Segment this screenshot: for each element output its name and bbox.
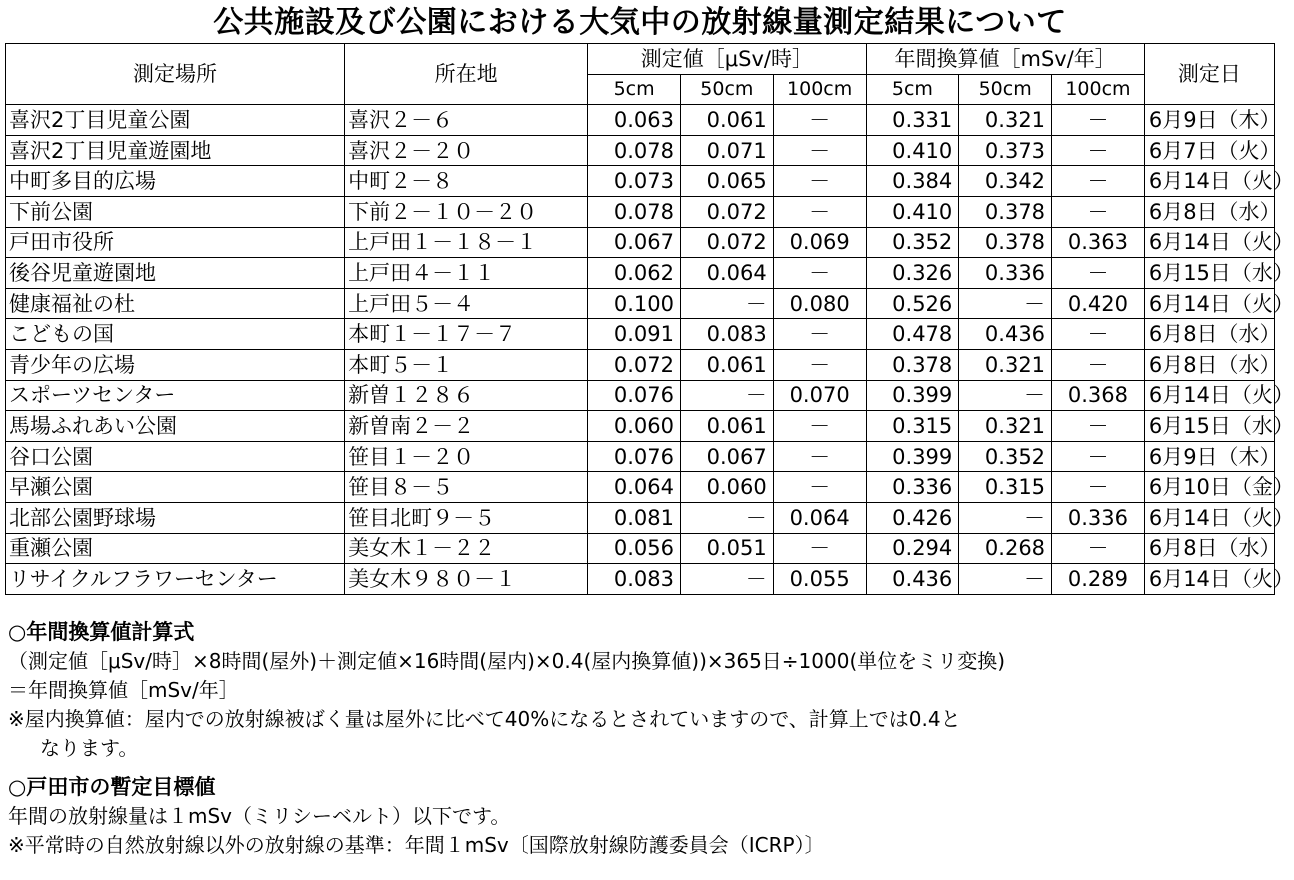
cell-measured-50cm: 0.072 xyxy=(680,227,773,258)
cell-measured-5cm: 0.073 xyxy=(588,166,681,197)
cell-annual-50cm: 0.378 xyxy=(959,227,1052,258)
cell-measured-100cm: － xyxy=(773,411,866,442)
table-body xyxy=(6,105,1294,595)
cell-measured-50cm: 0.061 xyxy=(680,349,773,380)
cell-measured-5cm: 0.056 xyxy=(588,533,681,564)
cell-location: 馬場ふれあい公園 xyxy=(6,411,345,442)
formula-result-line: ＝年間換算値［mSv/年］ xyxy=(8,678,239,702)
cell-measured-50cm: 0.071 xyxy=(680,135,773,166)
subheader-measured-5cm: 5cm xyxy=(588,74,681,105)
cell-measured-100cm: － xyxy=(773,135,866,166)
cell-date: 6月15日（水） xyxy=(1144,258,1274,289)
page-title: 公共施設及び公園における大気中の放射線量測定結果について xyxy=(213,5,1067,40)
cell-measured-5cm: 0.083 xyxy=(588,564,681,595)
cell-measured-50cm: 0.072 xyxy=(680,196,773,227)
cell-measured-5cm: 0.072 xyxy=(588,349,681,380)
cell-annual-5cm: 0.526 xyxy=(866,288,959,319)
cell-measured-50cm: 0.083 xyxy=(680,319,773,350)
cell-address: 中町２－８ xyxy=(345,166,588,197)
cell-date: 6月14日（火） xyxy=(1144,227,1274,258)
cell-annual-100cm: － xyxy=(1052,196,1145,227)
cell-measured-50cm: 0.065 xyxy=(680,166,773,197)
cell-date: 6月9日（木） xyxy=(1144,441,1274,472)
table-row xyxy=(6,166,1275,197)
table-row xyxy=(6,564,1275,595)
cell-measured-50cm: 0.051 xyxy=(680,533,773,564)
cell-annual-50cm: 0.315 xyxy=(959,472,1052,503)
cell-address: 笹目北町９－５ xyxy=(345,502,588,533)
cell-location: 下前公園 xyxy=(6,196,345,227)
target-standard-note: ※平常時の自然放射線以外の放射線の基準：年間１mSv〔国際放射線防護委員会（ICRP）〕 xyxy=(8,833,825,857)
table-row xyxy=(6,105,1275,136)
cell-measured-50cm: 0.061 xyxy=(680,105,773,136)
cell-measured-100cm: 0.064 xyxy=(773,502,866,533)
table-row xyxy=(6,533,1275,564)
cell-date: 6月14日（火） xyxy=(1144,380,1274,411)
cell-measured-5cm: 0.078 xyxy=(588,135,681,166)
cell-measured-50cm: － xyxy=(680,380,773,411)
measurement-table xyxy=(5,43,1294,595)
cell-address: 本町１－１７－７ xyxy=(345,319,588,350)
cell-measured-5cm: 0.064 xyxy=(588,472,681,503)
cell-annual-100cm: 0.368 xyxy=(1052,380,1145,411)
cell-address: 新曽１２８６ xyxy=(345,380,588,411)
cell-annual-50cm: － xyxy=(959,502,1052,533)
cell-measured-5cm: 0.067 xyxy=(588,227,681,258)
notes-section xyxy=(8,618,1273,860)
header-annual: 年間換算値［mSv/年］ xyxy=(866,44,1144,75)
table-row xyxy=(6,411,1275,442)
cell-annual-5cm: 0.336 xyxy=(866,472,959,503)
cell-measured-50cm: 0.060 xyxy=(680,472,773,503)
cell-measured-100cm: 0.069 xyxy=(773,227,866,258)
indoor-note-continued: なります。 xyxy=(40,736,139,760)
cell-annual-50cm: 0.342 xyxy=(959,166,1052,197)
cell-date: 6月15日（水） xyxy=(1144,411,1274,442)
subheader-annual-50cm: 50cm xyxy=(959,74,1052,105)
cell-address: 上戸田１－１８－１ xyxy=(345,227,588,258)
cell-measured-5cm: 0.076 xyxy=(588,441,681,472)
cell-annual-50cm: 0.373 xyxy=(959,135,1052,166)
cell-location: 中町多目的広場 xyxy=(6,166,345,197)
cell-annual-50cm: － xyxy=(959,564,1052,595)
cell-location: 戸田市役所 xyxy=(6,227,345,258)
cell-location: 健康福祉の杜 xyxy=(6,288,345,319)
cell-annual-100cm: － xyxy=(1052,105,1145,136)
cell-measured-100cm: － xyxy=(773,196,866,227)
cell-address: 笹目１－２０ xyxy=(345,441,588,472)
cell-address: 下前２－１０－２０ xyxy=(345,196,588,227)
header-measured: 測定値［μSv/時］ xyxy=(588,44,866,75)
cell-location: スポーツセンター xyxy=(6,380,345,411)
cell-annual-100cm: － xyxy=(1052,166,1145,197)
cell-date: 6月14日（火） xyxy=(1144,166,1274,197)
cell-measured-50cm: － xyxy=(680,502,773,533)
cell-measured-50cm: － xyxy=(680,288,773,319)
cell-annual-5cm: 0.352 xyxy=(866,227,959,258)
cell-annual-5cm: 0.426 xyxy=(866,502,959,533)
table-row xyxy=(6,258,1275,289)
cell-measured-5cm: 0.060 xyxy=(588,411,681,442)
cell-date: 6月14日（火） xyxy=(1144,564,1274,595)
table-row xyxy=(6,319,1275,350)
cell-date: 6月9日（木） xyxy=(1144,105,1274,136)
cell-annual-5cm: 0.410 xyxy=(866,135,959,166)
cell-annual-50cm: 0.378 xyxy=(959,196,1052,227)
cell-annual-100cm: － xyxy=(1052,319,1145,350)
target-heading: ○戸田市の暫定目標値 xyxy=(8,775,216,799)
cell-measured-5cm: 0.081 xyxy=(588,502,681,533)
table-header xyxy=(6,44,1275,105)
cell-annual-100cm: 0.336 xyxy=(1052,502,1145,533)
cell-date: 6月8日（水） xyxy=(1144,533,1274,564)
cell-location: 北部公園野球場 xyxy=(6,502,345,533)
cell-location: こどもの国 xyxy=(6,319,345,350)
cell-date: 6月8日（水） xyxy=(1144,319,1274,350)
cell-measured-50cm: － xyxy=(680,564,773,595)
cell-measured-100cm: 0.055 xyxy=(773,564,866,595)
cell-annual-100cm: － xyxy=(1052,135,1145,166)
cell-annual-100cm: － xyxy=(1052,441,1145,472)
cell-annual-5cm: 0.478 xyxy=(866,319,959,350)
cell-measured-100cm: － xyxy=(773,533,866,564)
cell-location: 喜沢2丁目児童遊園地 xyxy=(6,135,345,166)
cell-annual-50cm: 0.321 xyxy=(959,105,1052,136)
cell-annual-50cm: 0.268 xyxy=(959,533,1052,564)
cell-address: 美女木９８０－１ xyxy=(345,564,588,595)
cell-annual-50cm: 0.352 xyxy=(959,441,1052,472)
table-row xyxy=(6,196,1275,227)
cell-address: 新曽南２－２ xyxy=(345,411,588,442)
cell-measured-5cm: 0.076 xyxy=(588,380,681,411)
formula-line: （測定値［μSv/時］×8時間(屋外)＋測定値×16時間(屋内)×0.4(屋内換算値))×365日÷1000(単位をミリ変換) xyxy=(8,649,1006,673)
table-row xyxy=(6,135,1275,166)
cell-annual-100cm: 0.420 xyxy=(1052,288,1145,319)
cell-date: 6月14日（火） xyxy=(1144,288,1274,319)
cell-measured-100cm: 0.070 xyxy=(773,380,866,411)
cell-date: 6月7日（火） xyxy=(1144,135,1274,166)
cell-annual-100cm: － xyxy=(1052,472,1145,503)
cell-address: 本町５－１ xyxy=(345,349,588,380)
cell-measured-100cm: － xyxy=(773,349,866,380)
cell-measured-100cm: － xyxy=(773,105,866,136)
cell-measured-5cm: 0.078 xyxy=(588,196,681,227)
cell-annual-100cm: 0.363 xyxy=(1052,227,1145,258)
cell-location: 早瀬公園 xyxy=(6,472,345,503)
subheader-annual-5cm: 5cm xyxy=(866,74,959,105)
header-location: 測定場所 xyxy=(6,44,345,105)
cell-address: 笹目８－５ xyxy=(345,472,588,503)
cell-annual-5cm: 0.378 xyxy=(866,349,959,380)
indoor-note: ※屋内換算値：屋内での放射線被ばく量は屋外に比べて40%になるとされていますので、計算上では0.4と xyxy=(8,707,961,731)
cell-address: 上戸田４－１１ xyxy=(345,258,588,289)
cell-measured-50cm: 0.061 xyxy=(680,411,773,442)
cell-address: 喜沢２－６ xyxy=(345,105,588,136)
subheader-measured-100cm: 100cm xyxy=(773,74,866,105)
cell-annual-5cm: 0.326 xyxy=(866,258,959,289)
cell-annual-5cm: 0.399 xyxy=(866,380,959,411)
cell-annual-5cm: 0.315 xyxy=(866,411,959,442)
header-address: 所在地 xyxy=(345,44,588,105)
cell-annual-50cm: － xyxy=(959,288,1052,319)
cell-annual-100cm: 0.289 xyxy=(1052,564,1145,595)
cell-address: 上戸田５－４ xyxy=(345,288,588,319)
notes-spacer xyxy=(8,763,1273,773)
cell-annual-5cm: 0.410 xyxy=(866,196,959,227)
cell-location: 青少年の広場 xyxy=(6,349,345,380)
cell-annual-5cm: 0.399 xyxy=(866,441,959,472)
cell-measured-100cm: － xyxy=(773,319,866,350)
cell-location: 重瀬公園 xyxy=(6,533,345,564)
header-date: 測定日 xyxy=(1144,44,1274,105)
header-row xyxy=(6,44,1275,75)
cell-location: 後谷児童遊園地 xyxy=(6,258,345,289)
table-row xyxy=(6,288,1275,319)
cell-annual-50cm: 0.336 xyxy=(959,258,1052,289)
cell-annual-100cm: － xyxy=(1052,258,1145,289)
cell-annual-5cm: 0.294 xyxy=(866,533,959,564)
cell-measured-100cm: － xyxy=(773,441,866,472)
cell-annual-5cm: 0.436 xyxy=(866,564,959,595)
cell-location: 谷口公園 xyxy=(6,441,345,472)
cell-date: 6月8日（水） xyxy=(1144,349,1274,380)
cell-measured-50cm: 0.064 xyxy=(680,258,773,289)
subheader-measured-50cm: 50cm xyxy=(680,74,773,105)
cell-measured-50cm: 0.067 xyxy=(680,441,773,472)
subheader-annual-100cm: 100cm xyxy=(1052,74,1145,105)
table-row xyxy=(6,349,1275,380)
cell-annual-50cm: 0.321 xyxy=(959,411,1052,442)
cell-address: 美女木１－２２ xyxy=(345,533,588,564)
table-row xyxy=(6,380,1275,411)
cell-annual-50cm: 0.321 xyxy=(959,349,1052,380)
cell-annual-50cm: 0.436 xyxy=(959,319,1052,350)
table-row xyxy=(6,441,1275,472)
cell-measured-5cm: 0.062 xyxy=(588,258,681,289)
target-line: 年間の放射線量は１mSv（ミリシーベルト）以下です。 xyxy=(8,804,511,828)
cell-location: 喜沢2丁目児童公園 xyxy=(6,105,345,136)
cell-measured-5cm: 0.063 xyxy=(588,105,681,136)
cell-measured-100cm: － xyxy=(773,472,866,503)
cell-date: 6月14日（火） xyxy=(1144,502,1274,533)
table-row xyxy=(6,502,1275,533)
cell-measured-5cm: 0.100 xyxy=(588,288,681,319)
cell-date: 6月10日（金） xyxy=(1144,472,1274,503)
cell-measured-5cm: 0.091 xyxy=(588,319,681,350)
cell-annual-100cm: － xyxy=(1052,349,1145,380)
cell-measured-100cm: 0.080 xyxy=(773,288,866,319)
cell-annual-100cm: － xyxy=(1052,533,1145,564)
cell-address: 喜沢２－２０ xyxy=(345,135,588,166)
cell-annual-50cm: － xyxy=(959,380,1052,411)
table-row xyxy=(6,472,1275,503)
cell-measured-100cm: － xyxy=(773,258,866,289)
cell-date: 6月8日（水） xyxy=(1144,196,1274,227)
cell-measured-100cm: － xyxy=(773,166,866,197)
table-row xyxy=(6,227,1275,258)
cell-annual-5cm: 0.331 xyxy=(866,105,959,136)
formula-heading: ○年間換算値計算式 xyxy=(8,620,195,644)
cell-location: リサイクルフラワーセンター xyxy=(6,564,345,595)
cell-annual-5cm: 0.384 xyxy=(866,166,959,197)
cell-annual-100cm: － xyxy=(1052,411,1145,442)
